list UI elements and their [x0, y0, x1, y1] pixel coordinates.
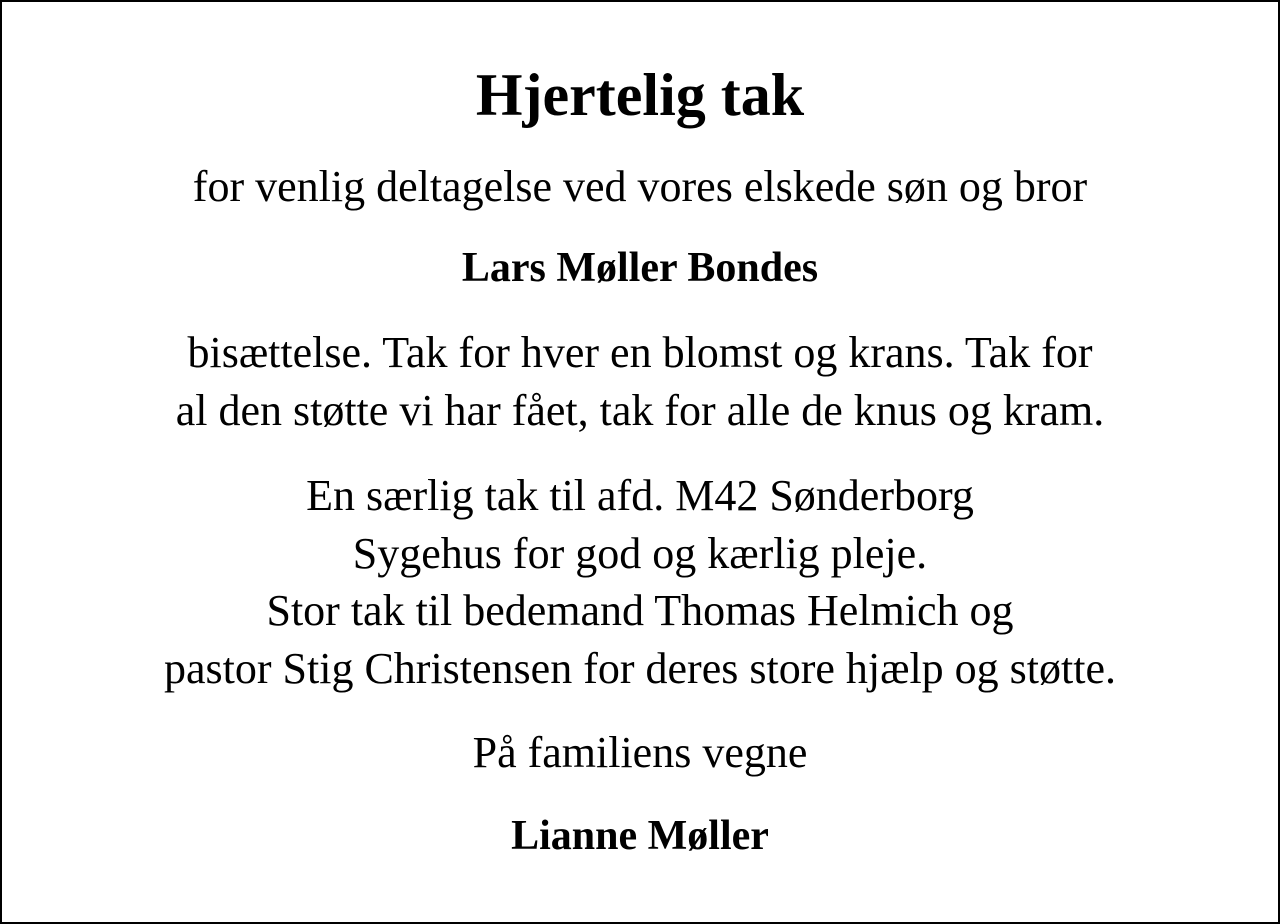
deceased-name: Lars Møller Bondes	[461, 245, 819, 291]
paragraph1-line: bisættelse. Tak for hver en blomst og krans. Tak for	[187, 328, 1093, 377]
intro-text: for venlig deltagelse ved vores elskede søn og bror	[192, 162, 1088, 211]
notice-title: Hjertelig tak	[475, 62, 805, 128]
paragraph2-line: En særlig tak til afd. M42 Sønderborg	[306, 471, 974, 520]
closing-text: På familiens vegne	[472, 728, 808, 777]
paragraph2-line: Sygehus for god og kærlig pleje.	[352, 529, 928, 578]
paragraph1-line: al den støtte vi har fået, tak for alle de knus og kram.	[175, 386, 1105, 435]
paragraph2-line: Stor tak til bedemand Thomas Helmich og	[266, 586, 1014, 635]
signature: Lianne Møller	[511, 813, 769, 859]
paragraph2-line: pastor Stig Christensen for deres store hjælp og støtte.	[164, 644, 1116, 693]
